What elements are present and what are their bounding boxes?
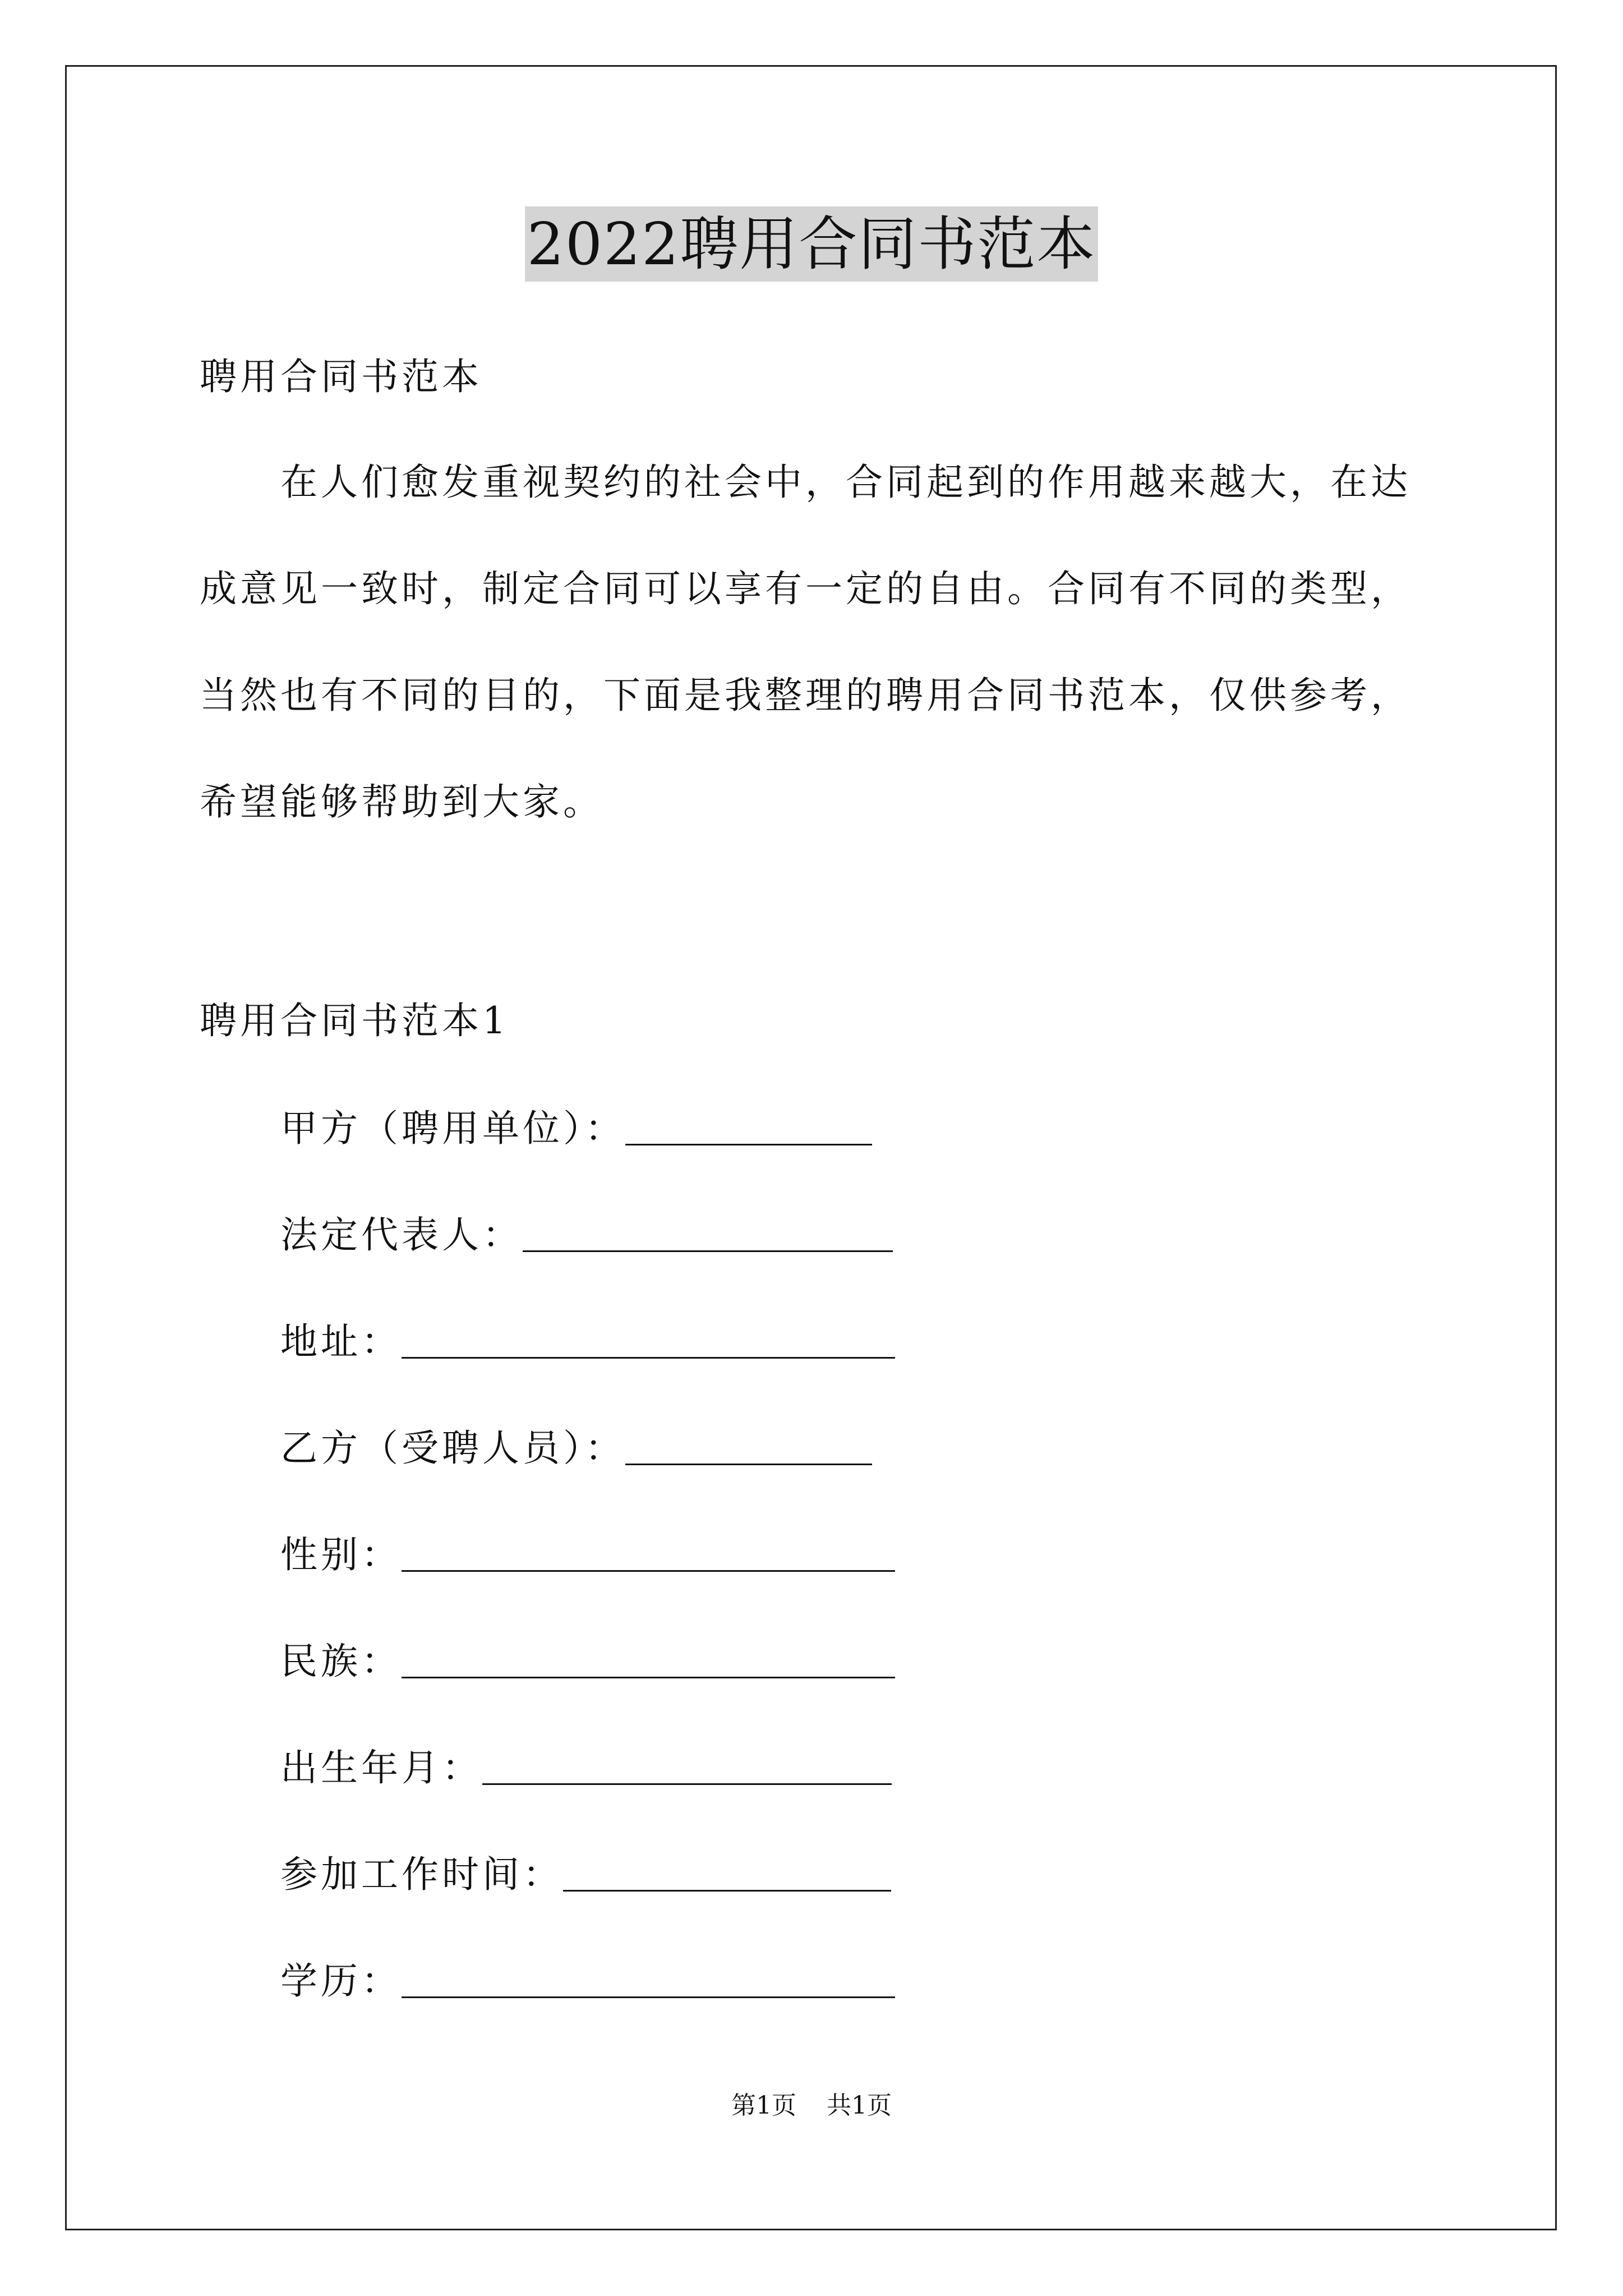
- field-party-b: [280, 1420, 872, 1471]
- field-label: 地址：: [280, 1320, 402, 1363]
- document-title: 2022聘用合同书范本: [525, 206, 1099, 282]
- field-ethnicity: [280, 1634, 895, 1684]
- blank-line: [625, 1110, 872, 1145]
- page-number-current: 第1页: [731, 2091, 796, 2120]
- blank-line: [402, 1323, 895, 1359]
- field-label: 学历：: [280, 1959, 402, 2003]
- field-label: 出生年月：: [280, 1746, 482, 1789]
- field-label: 法定代表人：: [280, 1213, 523, 1257]
- field-birth-date: [280, 1740, 892, 1791]
- intro-line-3: 当然也有不同的目的，下面是我整理的聘用合同书范本，仅供参考，: [200, 674, 1411, 717]
- page-footer: [0, 2090, 1623, 2122]
- page-number-total: 共1页: [827, 2091, 892, 2120]
- blank-line: [482, 1750, 892, 1785]
- field-address: [280, 1314, 895, 1364]
- field-gender: [280, 1527, 895, 1577]
- field-label: 甲方（聘用单位）：: [280, 1107, 625, 1150]
- blank-line: [402, 1536, 895, 1572]
- document-subtitle: 聘用合同书范本: [200, 355, 482, 398]
- intro-line-4: 希望能够帮助到大家。: [200, 780, 603, 823]
- field-label: 民族：: [280, 1640, 402, 1683]
- section-heading: 聘用合同书范本1: [200, 999, 509, 1042]
- title-block: [0, 206, 1623, 282]
- field-work-start-date: [280, 1847, 891, 1897]
- field-education: [280, 1953, 895, 2004]
- field-legal-representative: [280, 1207, 893, 1258]
- field-party-a: [280, 1101, 872, 1151]
- blank-line: [523, 1217, 893, 1252]
- intro-line-1: 在人们愈发重视契约的社会中，合同起到的作用越来越大，在达: [280, 461, 1411, 504]
- intro-line-2: 成意见一致时，制定合同可以享有一定的自由。合同有不同的类型，: [200, 567, 1411, 610]
- blank-line: [402, 1643, 895, 1678]
- field-label: 性别：: [280, 1533, 402, 1576]
- blank-line: [625, 1430, 872, 1465]
- blank-line: [563, 1856, 891, 1892]
- field-label: 参加工作时间：: [280, 1853, 563, 1896]
- blank-line: [402, 1963, 895, 1998]
- field-label: 乙方（受聘人员）：: [280, 1427, 625, 1470]
